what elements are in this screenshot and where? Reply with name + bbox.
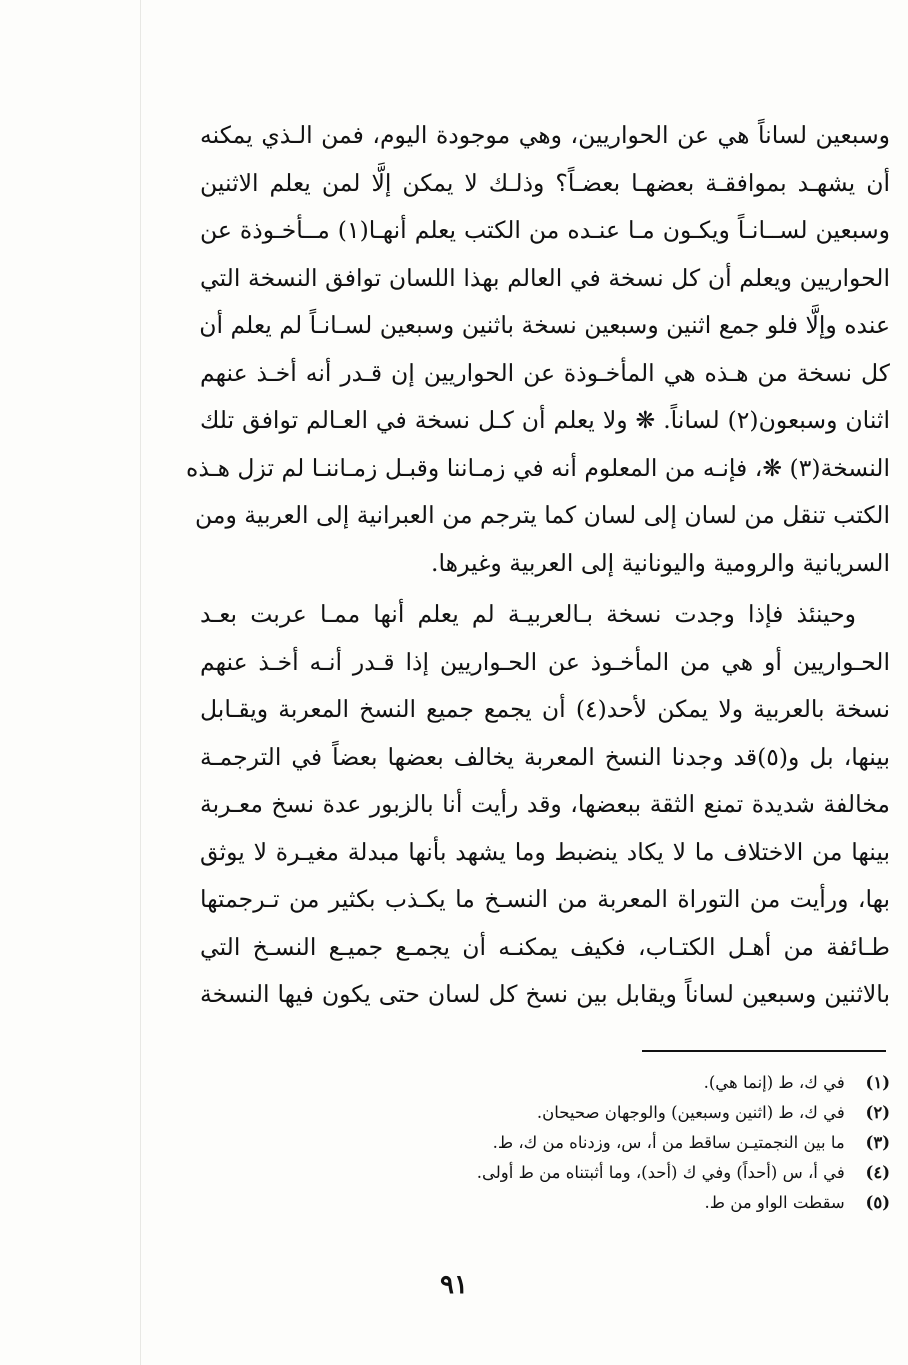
text-line: وسبعين لســانـاً ويكـون مـا عنـده من الكتب يعلم أنهـا(١) مــأخـوذة عن — [200, 216, 890, 244]
footnote-item — [330, 1188, 890, 1218]
footnote-text: في ك، ط (إنما هي). — [703, 1073, 845, 1092]
footnote-text: ما بين النجمتيـن ساقط من أ، س، وزدناه من ك، ط. — [492, 1133, 845, 1152]
footnote-number: (٢) — [865, 1103, 890, 1122]
footnote-item — [330, 1068, 890, 1098]
text-line: النسخة(٣) ❋، فإنـه من المعلوم أنه في زمـاننا وقبـل زمـاننـا لم تزل هـذه — [186, 453, 890, 482]
footnote-text: في ك، ط (اثنين وسبعين) والوجهان صحيحان. — [536, 1103, 845, 1122]
text-line: بالاثنين وسبعين لساناً ويقابل بين نسخ كل لسان حتى يكون فيها النسخة — [200, 980, 890, 1008]
footnote-item — [330, 1158, 890, 1188]
text-line: بها، ورأيت من التوراة المعربة من النسـخ ما يكـذب بكثير من تـرجمتها — [200, 885, 890, 913]
footnote-number: (٥) — [865, 1193, 890, 1212]
footnote-item — [330, 1128, 890, 1158]
text-line: الحـواريين أو هي من المأخـوذ عن الحـواريين إذا قـدر أنـه أخـذ عنهم — [200, 647, 890, 676]
main-text — [186, 112, 890, 1019]
text-line: اثنان وسبعون(٢) لساناً. ❋ ولا يعلم أن كـل نسخة في العـالم توافق تلك — [200, 406, 890, 434]
footnote-text: سقطت الواو من ط. — [704, 1193, 845, 1212]
text-line: أن يشهـد بموافقـة بعضهـا بعضـاً؟ وذلـك لا يمكن إلَّا لمن يعلم الاثنين — [200, 168, 890, 197]
text-line: نسخة بالعربية ولا يمكن لأحد(٤) أن يجمع جميع النسخ المعربة ويقـابل — [200, 695, 890, 723]
footnote-number: (٤) — [865, 1163, 890, 1182]
footnote-item — [330, 1098, 890, 1128]
footnote-text: في أ، س (أحداً) وفي ك (أحد)، وما أثبتناه من ط أولى. — [476, 1163, 845, 1182]
footnote-number: (٣) — [865, 1133, 890, 1152]
text-line: وحينئذ فإذا وجدت نسخة بـالعربيـة لم يعلم أنها ممـا عربت بعـد — [200, 600, 856, 628]
page-number: ٩١ — [440, 1270, 468, 1300]
text-line: عنده وإلَّا فلو جمع اثنين وسبعين نسخة باثنين وسبعين لسـانـاً لم يعلم أن — [199, 311, 890, 339]
text-line: بينها، بل و(٥)قد وجدنا النسخ المعربة يخالف بعضها بعضاً في الترجمـة — [200, 742, 890, 771]
text-line: الكتب تنقل من لسان إلى لسان كما يترجم من العبرانية إلى العربية ومن — [195, 501, 890, 529]
text-line: كل نسخة من هـذه هي المأخـوذة عن الحواريين إن قـدر أنه أخـذ عنهم — [200, 358, 890, 387]
text-line: مخالفة شديدة تمنع الثقة ببعضها، وقد رأيت أنا بالزبور عدة نسخ معـربة — [200, 790, 890, 818]
footnote-separator — [642, 1050, 886, 1052]
page-fold-shadow — [140, 0, 141, 1365]
text-line: السريانية والرومية واليونانية إلى العربية وغيرها. — [431, 548, 890, 577]
text-line: وسبعين لساناً هي عن الحواريين، وهي موجودة اليوم، فمن الـذي يمكنه — [200, 121, 890, 149]
text-line: بينها من الاختلاف ما لا يكاد ينضبط وما يشهد بأنها مبدلة مغيـرة لا يوثق — [200, 837, 890, 866]
text-line: طـائفة من أهـل الكتـاب، فكيف يمكنـه أن يجمـع جميـع النسـخ التي — [200, 932, 890, 961]
text-line: الحواريين ويعلم أن كل نسخة في العالم بهذا اللسان توافق النسخة التي — [200, 263, 890, 292]
footnotes — [330, 1068, 890, 1218]
footnote-number: (١) — [865, 1073, 890, 1092]
